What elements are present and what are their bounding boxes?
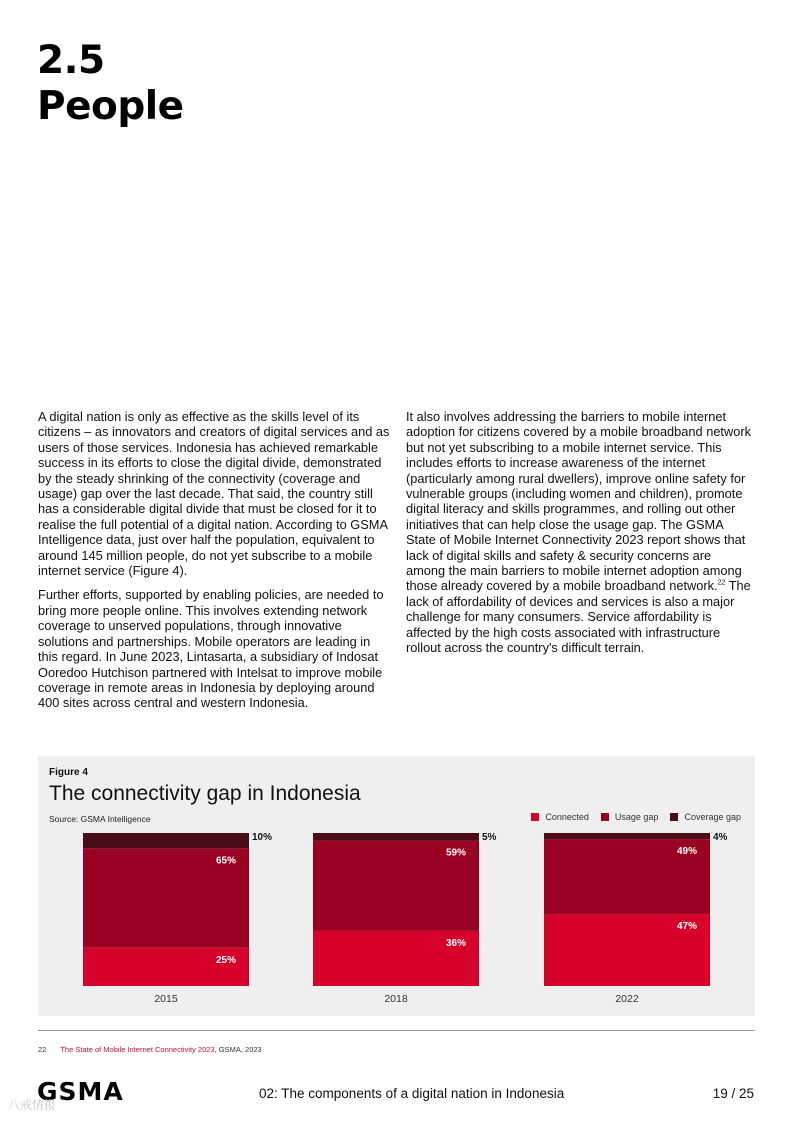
x-tick-label: 2018 bbox=[384, 993, 408, 1005]
data-label: 10% bbox=[252, 832, 273, 843]
figure-label: Figure 4 bbox=[49, 767, 88, 778]
data-label: 36% bbox=[445, 937, 466, 949]
legend-label: Coverage gap bbox=[684, 812, 741, 822]
bar-coverage-gap-2015 bbox=[83, 833, 249, 848]
gsma-logo: GSMA bbox=[37, 1077, 124, 1106]
data-label: 49% bbox=[676, 846, 697, 858]
data-label: 47% bbox=[676, 921, 697, 933]
body-paragraph: Further efforts, supported by enabling policies, are needed to bring more people online. This involves extending network coverage to unserved populations, through innovative solutions and partnerships. Mobile operators are leading in this regard. In June 2023, Lintasarta, a subsidiary of Indosat Ooredoo Hutchison partnered with Intelsat to improve mobile coverage in remote areas in Indonesia by deploying around 400 sites across central and western Indonesia. bbox=[38, 587, 384, 711]
bar-coverage-gap-2018 bbox=[313, 833, 479, 841]
data-label: 59% bbox=[445, 847, 466, 859]
footnote bbox=[38, 1045, 262, 1054]
section-title: People bbox=[37, 84, 184, 129]
legend-label: Connected bbox=[545, 812, 589, 822]
figure-source: Source: GSMA Intelligence bbox=[49, 814, 151, 824]
bar-coverage-gap-2022 bbox=[544, 833, 710, 839]
section-number: 2.5 bbox=[37, 38, 105, 83]
body-right-column bbox=[406, 409, 751, 665]
body-paragraph: It also involves addressing the barriers to mobile internet adoption for citizens covered by a mobile broadband network but not yet subscribing to a mobile internet service. This includes efforts to increase awareness of the internet (particularly among rural dwellers), improve online safety for vulnerable groups (including women and children), promote digital literacy and skills programmes, and rolling out other initiatives that can help close the usage gap. The GSMA State of Mobile Internet Connectivity 2023 report shows that lack of digital skills and safety & security concerns are among the main barriers to mobile internet adoption among those already covered by a mobile broadband network.$^{22}$ The lack of affordability of devices and services is also a major challenge for many consumers. Service affordability is affected by the high costs associated with infrastructure rollout across the country's difficult terrain. bbox=[406, 409, 752, 656]
footnote-divider bbox=[38, 1030, 755, 1031]
data-label: 65% bbox=[215, 855, 236, 867]
body-paragraph: A digital nation is only as effective as the skills level of its citizens – as innovators and creators of digital services and as users of those services. Indonesia has achieved remarkable success in its efforts to close the digital divide, demonstrated by the steady shrinking of the connectivity (coverage and usage) gap over the last decade. That said, the country still has a considerable digital divide that must be closed for it to realise the full potential of a digital nation. According to GSMA Intelligence data, just over half the population, equivalent to around 145 million people, do not yet subscribe to a mobile internet service (Figure 4). bbox=[38, 409, 390, 579]
footer-section-title: 02: The components of a digital nation in Indonesia bbox=[259, 1086, 565, 1101]
body-left-column bbox=[38, 409, 390, 720]
footnote-link[interactable]: The State of Mobile Internet Connectivity 2023 bbox=[60, 1045, 215, 1054]
x-tick-label: 2015 bbox=[154, 993, 178, 1005]
stacked-bar-chart bbox=[38, 756, 755, 1016]
footnote-number: 22 bbox=[38, 1045, 47, 1054]
bar-connected-2015 bbox=[83, 948, 249, 986]
watermark: 八戒情报 bbox=[8, 1098, 57, 1112]
x-tick-label: 2022 bbox=[615, 993, 639, 1005]
data-label: 5% bbox=[482, 832, 497, 843]
figure-4 bbox=[38, 756, 755, 1016]
data-label: 4% bbox=[713, 832, 728, 843]
section-heading bbox=[37, 38, 184, 130]
footnote-ref[interactable]: 22 bbox=[717, 580, 726, 588]
footnote-rest: , GSMA, 2023 bbox=[214, 1045, 262, 1054]
data-label: 25% bbox=[215, 954, 236, 966]
figure-title: The connectivity gap in Indonesia bbox=[49, 782, 361, 805]
page-number: 19 / 25 bbox=[712, 1086, 754, 1101]
legend-label: Usage gap bbox=[614, 812, 659, 822]
